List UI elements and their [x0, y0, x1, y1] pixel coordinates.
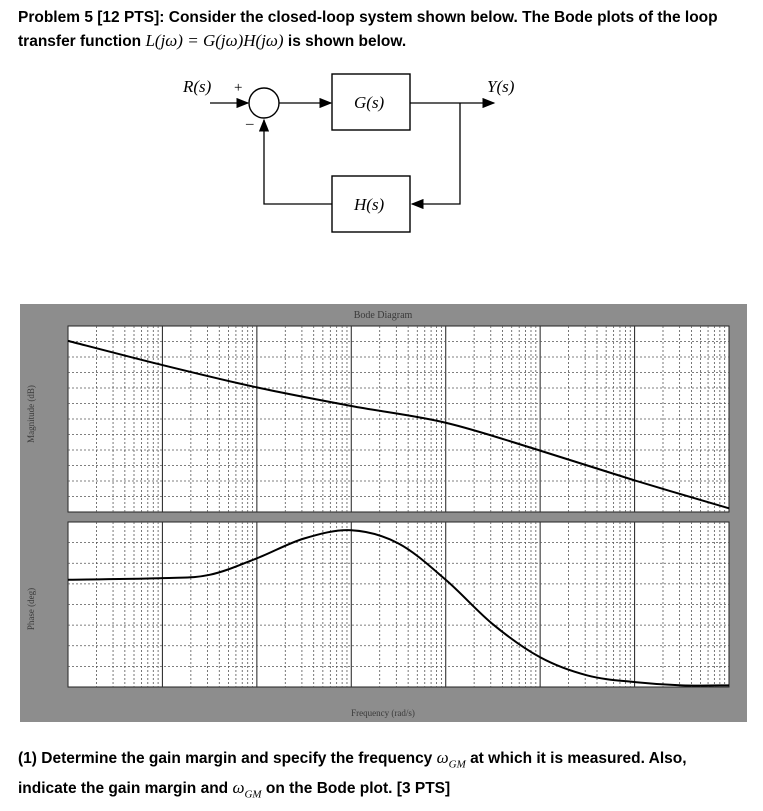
block-diagram — [0, 0, 763, 260]
question-text-4: on the Bode plot. [3 PTS] — [265, 780, 451, 798]
question-part-1 — [18, 746, 753, 807]
bode-title: Bode Diagram — [353, 310, 413, 321]
feedback-block-label: H(s) — [354, 195, 385, 214]
magnitude-axis-label: Magnitude (dB) — [26, 385, 36, 443]
problem-label: Problem 5 [12 PTS]: — [18, 9, 165, 26]
loop-transfer-formula: L(jω) = G(jω)H(jω) — [145, 31, 284, 50]
feedback-path-in — [264, 120, 332, 204]
frequency-axis-label: Frequency (rad/s) — [351, 708, 415, 718]
question-text-2: at which it is measured. Also, — [470, 750, 687, 767]
phase-axis-label: Phase (deg) — [26, 587, 36, 631]
magnitude-panel — [68, 326, 729, 512]
question-text-3: indicate the gain margin and — [18, 780, 229, 798]
problem-text-1: Consider the closed-loop system shown below. The Bode plots of the loop — [168, 9, 718, 26]
summing-junction — [249, 88, 279, 118]
question-number: (1) — [18, 750, 37, 767]
omega-gm-symbol: $\omega_{GM}$ — [436, 748, 466, 771]
question-text-1: Determine the gain margin and specify the frequency — [41, 750, 433, 767]
input-label: R(s) — [183, 77, 212, 96]
feedback-path-out — [412, 103, 460, 204]
minus-sign: – — [246, 116, 254, 132]
plus-sign: + — [234, 80, 243, 96]
bode-plot — [20, 304, 747, 722]
output-label: Y(s) — [487, 77, 515, 96]
problem-text-2: transfer function — [18, 33, 142, 50]
omega-gm-symbol-2: $\omega_{GM}$ — [232, 778, 262, 801]
problem-text-3: is shown below. — [287, 33, 407, 50]
forward-block-label: G(s) — [354, 93, 385, 112]
phase-panel — [68, 522, 729, 687]
